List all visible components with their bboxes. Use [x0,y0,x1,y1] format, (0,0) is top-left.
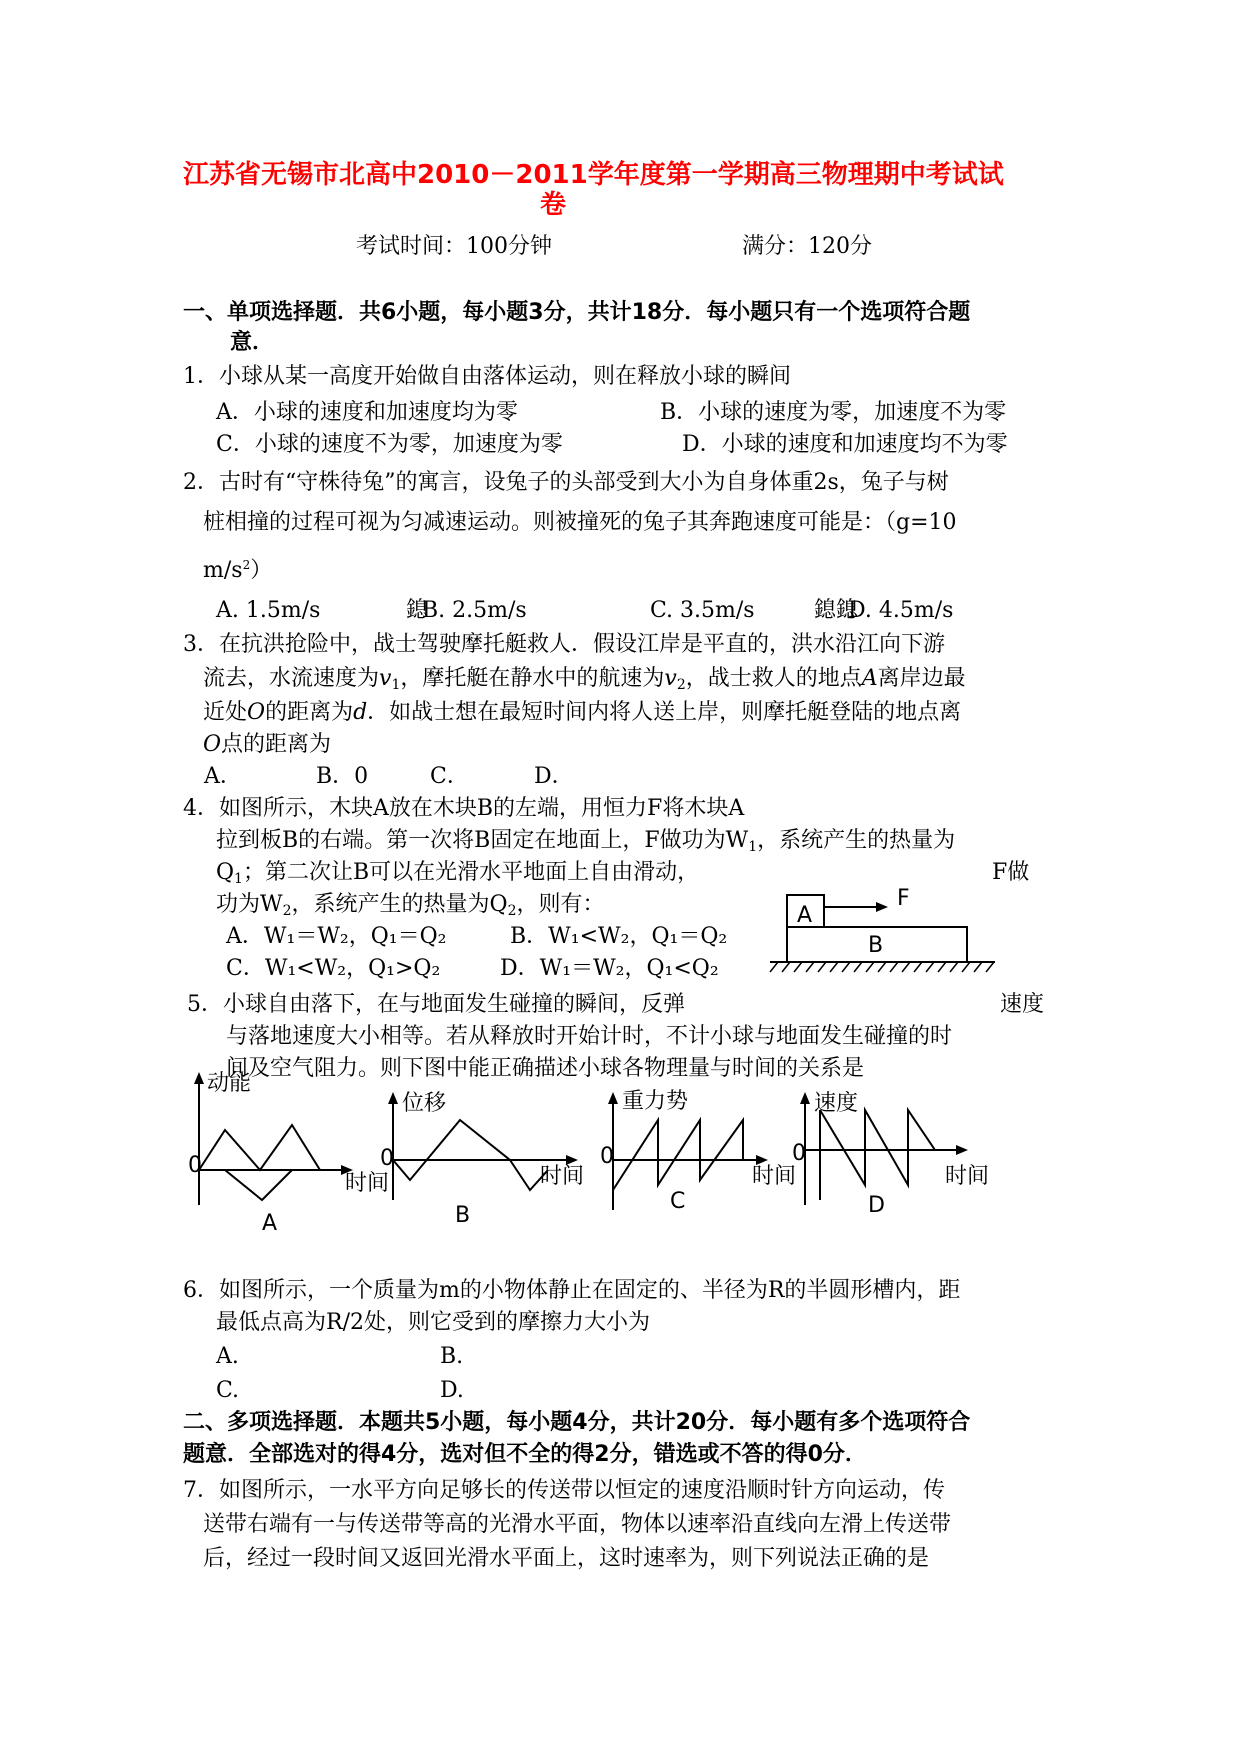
q1-option-d: D．小球的速度和加速度均不为零 [682,432,1008,457]
q4-line-3: $Q_1$；第二次让B可以在光滑水平地面上自由滑动， [216,860,700,887]
graph-c-ylabel: 重力势 [622,1089,689,1114]
q1-option-c: C．小球的速度不为零，加速度为零 [216,432,563,457]
q1-stem: 1．小球从某一高度开始做自由落体运动，则在释放小球的瞬间 [183,364,791,389]
q3-line-1: 3．在抗洪抢险中，战士驾驶摩托艇救人．假设江岸是平直的，洪水沿江向下游 [183,632,945,657]
graph-d-curve [820,1110,935,1185]
q6-option-a: A. [216,1344,239,1369]
q4-line-4: 功为$W_2$，系统产生的热量为$Q_2$，则有： [216,892,605,919]
section2-heading-cont: 题意．全部选对的得4分，选对但不全的得2分，错选或不答的得0分． [183,1442,867,1467]
graph-c-tag: C [670,1189,686,1214]
q1-option-a: A．小球的速度和加速度均为零 [216,400,518,425]
q4-line-2: 拉到板B的右端。第一次将B固定在地面上，F做功为$W_1$，系统产生的热量为 [216,828,956,855]
exam-score: 满分：120分 [742,234,872,259]
q3-line-4: O点的距离为 [203,732,332,757]
q2-option-c: C. 3.5m/s [650,598,755,623]
q3-option-d: D． [534,764,574,789]
q2-option-d-prefix: 鎴鎴 [814,598,859,623]
q5-line-1-end: 速度 [1000,992,1045,1017]
q6-option-c: C. [216,1378,240,1403]
graph-d-ylabel: 速度 [814,1091,859,1116]
q6-option-d: D. [440,1378,464,1403]
graph-a-ylabel: 动能 [207,1071,252,1096]
graph-c-curve [613,1120,743,1190]
q2-option-b-prefix: 鎴 [406,598,429,623]
q7-line-2: 送带右端有一与传送带等高的光滑水平面，物体以速率沿直线向左滑上传送带 [203,1512,952,1537]
graph-a-curve [199,1125,320,1170]
graph-a-dip [225,1170,292,1200]
graph-b-curve [393,1120,548,1190]
section1-heading: 一、单项选择题．共6小题，每小题3分，共计18分．每小题只有一个选项符合题 [183,300,971,325]
graph-b [380,1091,584,1228]
graph-b-origin: 0 [380,1146,394,1171]
q3-line-2: 流去，水流速度为$v_1$，摩托艇在静水中的航速为$v_2$，战士救人的地点A离岸边最 [203,666,966,693]
q1-option-b: B．小球的速度为零，加速度不为零 [660,400,1007,425]
graph-d-origin: 0 [792,1141,806,1166]
q2-line-3: $m/s^2$） [203,558,273,583]
graph-d-xlabel: 时间 [945,1164,990,1189]
q4-line-1: 4．如图所示，木块A放在木块B的左端，用恒力F将木块A [183,796,745,821]
label-block-a: A [797,903,813,928]
graph-c-origin: 0 [600,1144,614,1169]
label-force: F [897,886,910,911]
q5-line-3: 间及空气阻力。则下图中能正确描述小球各物理量与时间的关系是 [226,1056,865,1081]
q6-option-b: B. [440,1344,464,1369]
q5-line-2: 与落地速度大小相等。若从释放时开始计时，不计小球与地面发生碰撞的时 [226,1024,953,1049]
graph-c-xlabel: 时间 [752,1164,797,1189]
q2-option-a: A. 1.5m/s [216,598,321,623]
graph-c [600,1089,796,1214]
graph-b-ylabel: 位移 [402,1091,447,1116]
q7-line-1: 7．如图所示，一水平方向足够长的传送带以恒定的速度沿顺时针方向运动，传 [183,1478,945,1503]
q3-option-a: A． [204,764,242,789]
q4-option-a: A．W₁＝W₂，Q₁＝Q₂ [226,924,447,949]
graph-a [188,1071,389,1236]
q6-line-2: 最低点高为R/2处，则它受到的摩擦力大小为 [216,1310,650,1335]
graph-b-tag: B [455,1203,471,1228]
exam-time: 考试时间：100分钟 [356,234,552,259]
graph-a-origin: 0 [188,1153,202,1178]
label-block-b: B [868,933,884,958]
q4-line-3-end: F做 [992,860,1030,885]
graph-a-tag: A [262,1211,278,1236]
q2-option-d: D. 4.5m/s [848,598,954,623]
q2-option-b: B. 2.5m/s [422,598,527,623]
q4-option-c: C．W₁<W₂，Q₁>Q₂ [226,956,441,981]
q3-line-3: 近处O的距离为d．如战士想在最短时间内将人送上岸，则摩托艇登陆的地点离 [203,700,962,725]
graph-b-xlabel: 时间 [540,1164,585,1189]
q3-option-c: C． [430,764,469,789]
section2-heading: 二、多项选择题．本题共5小题，每小题4分，共计20分．每小题有多个选项符合 [183,1410,971,1435]
graph-a-xlabel: 时间 [345,1171,390,1196]
graph-d-tag: D [868,1193,885,1218]
title-line-1: 江苏省无锡市北高中2010－2011学年度第一学期高三物理期中考试试 [183,160,1004,190]
title-line-2: 卷 [540,190,567,220]
graph-d [792,1091,989,1218]
q6-line-1: 6．如图所示，一个质量为m的小物体静止在固定的、半径为R的半圆形槽内，距 [183,1278,961,1303]
q5-line-1: 5．小球自由落下，在与地面发生碰撞的瞬间，反弹 [187,992,685,1017]
section1-heading-cont: 意． [230,330,275,355]
q2-line-1: 2．古时有“守株待兔”的寓言，设兔子的头部受到大小为自身体重2s，兔子与树 [183,470,949,495]
q7-line-3: 后，经过一段时间又返回光滑水平面上，这时速率为，则下列说法正确的是 [203,1546,930,1571]
q4-option-d: D．W₁＝W₂，Q₁<Q₂ [500,956,719,981]
q4-option-b: B．W₁<W₂，Q₁＝Q₂ [510,924,728,949]
q3-option-b: B．0 [316,764,369,789]
q2-line-2: 桩相撞的过程可视为匀减速运动。则被撞死的兔子其奔跑速度可能是：（g=10 [203,510,957,535]
